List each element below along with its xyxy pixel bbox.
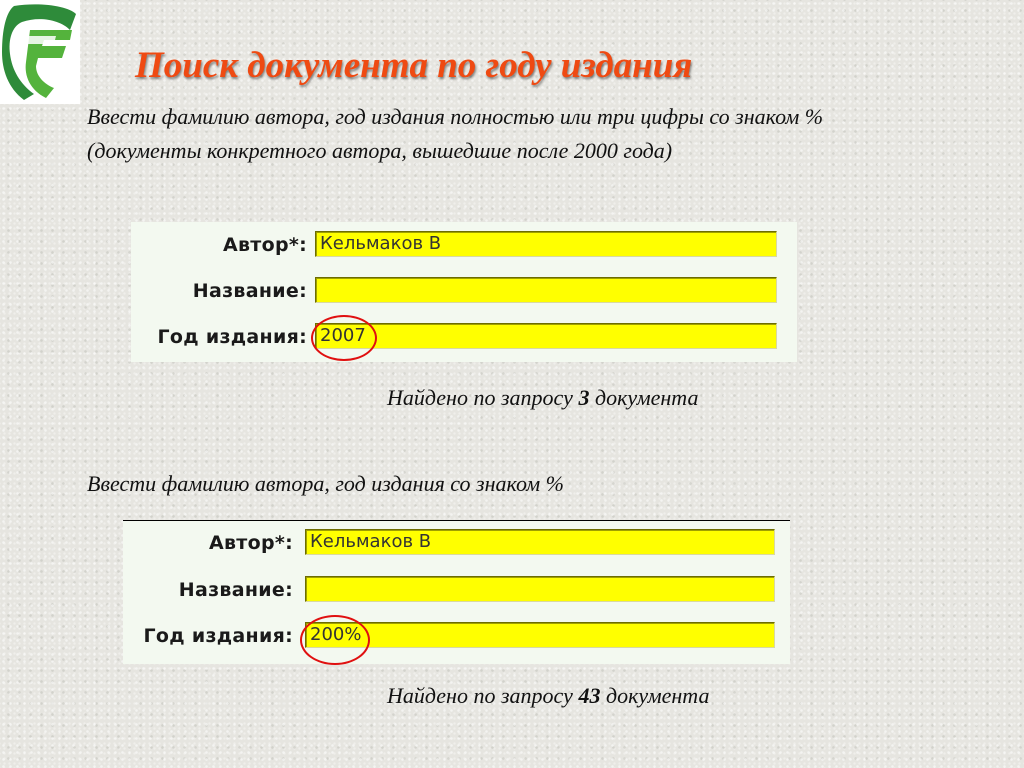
name-row: [123, 576, 790, 606]
year-label: Год издания:: [157, 326, 307, 348]
result-suffix: документа: [594, 385, 699, 410]
author-label: Автор*:: [222, 234, 307, 256]
year-row: [123, 622, 790, 652]
search-form-2: [123, 520, 790, 664]
result-text-2: [387, 683, 709, 709]
name-input[interactable]: [305, 576, 775, 602]
instruction-text-2: Ввести фамилию автора, год издания со знаком %: [87, 471, 564, 496]
year-input[interactable]: 2007: [315, 323, 777, 349]
name-label: Название:: [192, 280, 307, 302]
result-prefix: Найдено по запросу: [387, 683, 573, 708]
instruction-text-1: Ввести фамилию автора, год издания полностью или три цифры со знаком % (документы конкретного автора, вышедшие после 2000 года): [87, 104, 824, 163]
result-text-1: [387, 385, 698, 411]
author-input[interactable]: Кельмаков В: [315, 231, 777, 257]
year-row: [131, 323, 797, 353]
name-input[interactable]: [315, 277, 777, 303]
year-label: Год издания:: [143, 625, 293, 647]
name-row: [131, 277, 797, 307]
page-title: Поиск документа по году издания: [135, 45, 693, 86]
author-input[interactable]: Кельмаков В: [305, 529, 775, 555]
name-label: Название:: [178, 579, 293, 601]
result-prefix: Найдено по запросу: [387, 385, 573, 410]
result-suffix: документа: [605, 683, 710, 708]
author-label: Автор*:: [208, 532, 293, 554]
year-input[interactable]: 200%: [305, 622, 775, 648]
result-count: 43: [578, 683, 601, 708]
logo-icon: [0, 0, 80, 104]
author-row: [123, 529, 790, 559]
author-row: [131, 231, 797, 261]
result-count: 3: [578, 385, 590, 410]
search-form-1: [131, 222, 797, 362]
logo: [0, 0, 80, 104]
